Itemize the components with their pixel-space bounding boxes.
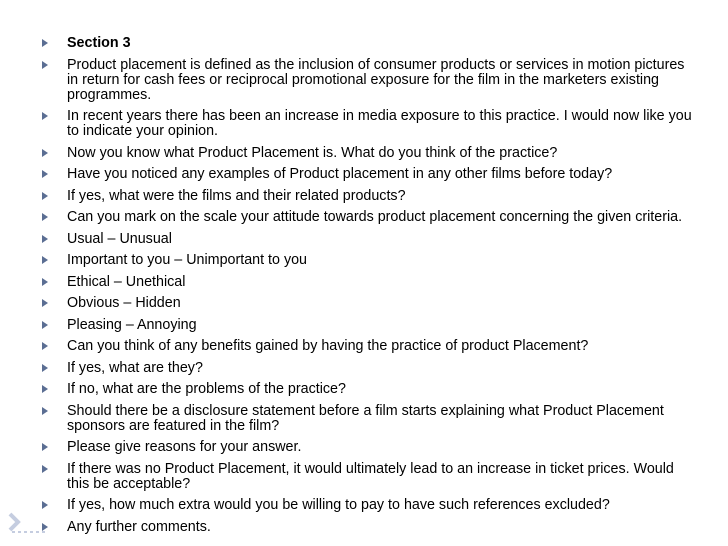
bullet-text: Usual – Unusual bbox=[67, 230, 172, 247]
bullet-item bbox=[42, 210, 692, 225]
triangle-bullet-icon bbox=[42, 501, 48, 509]
triangle-bullet-icon bbox=[42, 407, 48, 415]
bullet-text: Important to you – Unimportant to you bbox=[67, 252, 307, 268]
bullet-item bbox=[42, 167, 692, 182]
triangle-bullet-icon bbox=[42, 443, 48, 451]
bullet-text: Pleasing – Annoying bbox=[67, 316, 197, 333]
bullet-text: If yes, how much extra would you be willing to pay to have such references excluded? bbox=[67, 497, 610, 513]
bullet-text: Should there be a disclosure statement before a film starts explaining what Product Placement sponsors are featured in the film? bbox=[67, 402, 664, 434]
bullet-item bbox=[42, 404, 692, 434]
triangle-bullet-icon bbox=[42, 149, 48, 157]
bullet-text: Have you noticed any examples of Product placement in any other films before today? bbox=[67, 166, 613, 182]
triangle-bullet-icon bbox=[42, 170, 48, 178]
bullet-item bbox=[42, 440, 692, 455]
triangle-bullet-icon bbox=[42, 213, 48, 221]
bullet-item bbox=[42, 232, 692, 247]
triangle-bullet-icon bbox=[42, 192, 48, 200]
bullet-text: If no, what are the problems of the practice? bbox=[67, 381, 346, 397]
bullet-text: If yes, what are they? bbox=[67, 359, 203, 376]
bullet-item bbox=[42, 253, 692, 268]
bullet-item bbox=[42, 36, 692, 51]
bullet-item bbox=[42, 275, 692, 290]
bullet-text: If there was no Product Placement, it would ultimately lead to an increase in ticket prices. Would this be acceptable? bbox=[67, 460, 674, 492]
slide-corner-decoration-icon bbox=[8, 510, 48, 534]
bullet-text: Can you mark on the scale your attitude towards product placement concerning the given criteria. bbox=[67, 209, 683, 225]
bullet-text: Section 3 bbox=[67, 35, 131, 51]
bullet-item bbox=[42, 189, 692, 204]
bullet-text: Ethical – Unethical bbox=[67, 273, 186, 290]
bullet-item bbox=[42, 498, 692, 513]
triangle-bullet-icon bbox=[42, 465, 48, 473]
triangle-bullet-icon bbox=[42, 299, 48, 307]
bullet-text: Can you think of any benefits gained by having the practice of product Placement? bbox=[67, 338, 589, 354]
bullet-text: If yes, what were the films and their related products? bbox=[67, 187, 406, 204]
triangle-bullet-icon bbox=[42, 39, 48, 47]
bullet-item bbox=[42, 58, 692, 103]
bullet-text: Obvious – Hidden bbox=[67, 295, 181, 311]
triangle-bullet-icon bbox=[42, 235, 48, 243]
bullet-item bbox=[42, 146, 692, 161]
bullet-item bbox=[42, 339, 692, 354]
bullet-item bbox=[42, 382, 692, 397]
bullet-text: Product placement is defined as the inclusion of consumer products or services in motion pictures in return for cash fees or reciprocal promotional exposure for the film in the marketers existing programmes. bbox=[67, 56, 685, 103]
bullet-text: Any further comments. bbox=[67, 518, 211, 535]
triangle-bullet-icon bbox=[42, 321, 48, 329]
bullet-item bbox=[42, 361, 692, 376]
triangle-bullet-icon bbox=[42, 61, 48, 69]
bullet-text: Please give reasons for your answer. bbox=[67, 439, 302, 455]
bullet-item bbox=[42, 109, 692, 139]
bullet-item bbox=[42, 296, 692, 311]
bullet-item bbox=[42, 318, 692, 333]
bullet-item bbox=[42, 462, 692, 492]
bullet-list bbox=[42, 36, 692, 541]
bullet-text: Now you know what Product Placement is. What do you think of the practice? bbox=[67, 144, 558, 161]
bullet-text: In recent years there has been an increase in media exposure to this practice. I would now like you to indicate your opinion. bbox=[67, 108, 692, 139]
triangle-bullet-icon bbox=[42, 112, 48, 120]
triangle-bullet-icon bbox=[42, 385, 48, 393]
triangle-bullet-icon bbox=[42, 256, 48, 264]
triangle-bullet-icon bbox=[42, 364, 48, 372]
triangle-bullet-icon bbox=[42, 342, 48, 350]
bullet-item bbox=[42, 520, 692, 535]
triangle-bullet-icon bbox=[42, 278, 48, 286]
